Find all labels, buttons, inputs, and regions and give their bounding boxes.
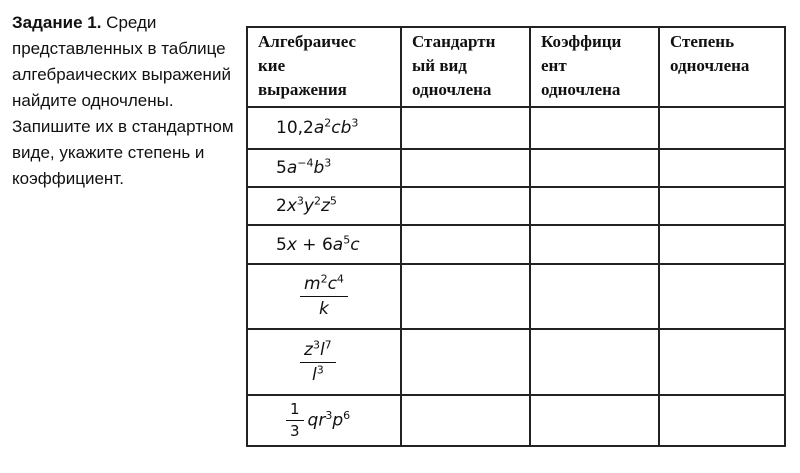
monomials-table <box>246 26 786 447</box>
coefficient-answer-cell[interactable] <box>530 149 659 187</box>
degree-answer-cell[interactable] <box>659 225 785 264</box>
fraction: $\frac{z^3l^7}{l^3}$ <box>300 340 336 385</box>
coefficient-answer-cell[interactable] <box>530 107 659 149</box>
table-row <box>247 395 785 446</box>
table-row <box>247 225 785 264</box>
expression-cell: $5a^{-4}b^3$ <box>247 149 401 187</box>
table-row <box>247 107 785 149</box>
coefficient-answer-cell[interactable] <box>530 395 659 446</box>
standard-form-answer-cell[interactable] <box>401 225 530 264</box>
expression-cell: $\frac{1}{3}$ $qr^3p^6$ <box>247 395 401 446</box>
header-degree: Степень одночлена <box>659 27 785 107</box>
table-header-row <box>247 27 785 107</box>
coefficient-answer-cell[interactable] <box>530 329 659 395</box>
degree-answer-cell[interactable] <box>659 187 785 225</box>
expression-cell: $5x + 6a^5c$ <box>247 225 401 264</box>
table-row <box>247 264 785 329</box>
coefficient-answer-cell[interactable] <box>530 264 659 329</box>
standard-form-answer-cell[interactable] <box>401 264 530 329</box>
degree-answer-cell[interactable] <box>659 149 785 187</box>
standard-form-answer-cell[interactable] <box>401 329 530 395</box>
expression-cell: $2x^3y^2z^5$ <box>247 187 401 225</box>
task-title: Задание 1. <box>12 13 102 32</box>
header-standard-form: Стандартн ый вид одночлена <box>401 27 530 107</box>
fraction: $\frac{m^2c^4}{k}$ <box>300 274 348 319</box>
expression-cell <box>247 329 401 395</box>
coefficient-answer-cell[interactable] <box>530 187 659 225</box>
header-algebraic-expressions: Алгебраичес кие выражения <box>247 27 401 107</box>
degree-answer-cell[interactable] <box>659 395 785 446</box>
task-text: Среди представленных в таблице алгебраических выражений найдите одночлены. Запишите их в стандартном виде, укажите степень и коэффициент. <box>12 13 234 188</box>
standard-form-answer-cell[interactable] <box>401 107 530 149</box>
table-row <box>247 187 785 225</box>
standard-form-answer-cell[interactable] <box>401 149 530 187</box>
coefficient-answer-cell[interactable] <box>530 225 659 264</box>
task-description <box>12 10 240 192</box>
table-row <box>247 329 785 395</box>
table-row <box>247 149 785 187</box>
degree-answer-cell[interactable] <box>659 329 785 395</box>
fraction: $\frac{1}{3}$ <box>286 401 304 440</box>
header-coefficient: Коэффици ент одночлена <box>530 27 659 107</box>
expression-cell: $10,2a^2cb^3$ <box>247 107 401 149</box>
standard-form-answer-cell[interactable] <box>401 395 530 446</box>
expression-cell <box>247 264 401 329</box>
degree-answer-cell[interactable] <box>659 264 785 329</box>
degree-answer-cell[interactable] <box>659 107 785 149</box>
standard-form-answer-cell[interactable] <box>401 187 530 225</box>
